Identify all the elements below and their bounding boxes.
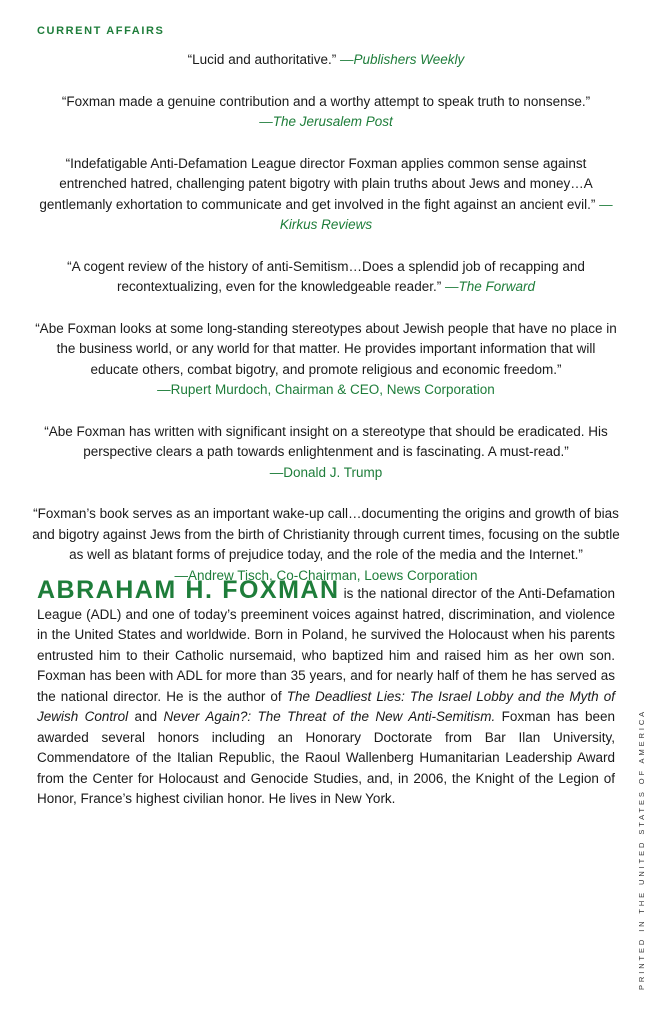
review-source: —Kirkus Reviews bbox=[279, 196, 613, 232]
review-quote: “Lucid and authoritative.” bbox=[187, 52, 341, 67]
review-source: —Publishers Weekly bbox=[340, 52, 465, 67]
category-label: CURRENT AFFAIRS bbox=[37, 25, 165, 37]
book-title: Never Again?: The Threat of the New Anti-Semitism. bbox=[163, 709, 496, 724]
review-blurb bbox=[32, 50, 620, 71]
book-title: The Deadliest Lies: The Israel Lobby and the Myth of Jewish Control bbox=[37, 688, 615, 724]
bio-text: is the national director of the Anti-Defamation League (ADL) and one of today’s preeminent voices against hatred, discrimination, and violence in the United States and worldwide. Born in Poland, he survived the Holocaust when his parents entrusted him to their Catholic nursemaid, who baptized him and raised him as her own son. Foxman has been with ADL for more than 35 years, and for nearly half of them he has served as the national director. He is the author of bbox=[37, 586, 615, 704]
bio-text: and bbox=[128, 709, 164, 724]
review-blurb bbox=[32, 422, 620, 484]
review-blurb bbox=[32, 257, 620, 298]
review-quote: “Foxman made a genuine contribution and a worthy attempt to speak truth to nonsense.” bbox=[61, 93, 591, 109]
bio-text: Foxman has been awarded several honors including an Honorary Doctorate from Bar Ilan University, Commendatore of the Italian Republic, the Raoul Wallenberg Humanitarian Leadership Award from the Center for Holocaust and Genocide Studies, and, in 2006, the Knight of the Legion of Honor, France’s highest civilian honor. He lives in New York. bbox=[37, 709, 615, 806]
printed-in-label: PRINTED IN THE UNITED STATES OF AMERICA bbox=[637, 708, 646, 990]
author-bio bbox=[37, 576, 615, 810]
review-source: —The Jerusalem Post bbox=[259, 114, 393, 129]
review-blurbs bbox=[32, 50, 620, 586]
review-blurb bbox=[32, 319, 620, 401]
review-quote: “Indefatigable Anti-Defamation League director Foxman applies common sense against entrenched hatred, challenging patent bigotry with plain truths about Jews and money…A gentlemanly exhortation to communicate and get involved in the fight against an ancient evil.” bbox=[39, 155, 600, 212]
review-source: —The Forward bbox=[444, 279, 535, 294]
review-source: —Andrew Tisch, Co-Chairman, Loews Corporation bbox=[174, 567, 478, 583]
review-blurb bbox=[32, 504, 620, 586]
review-source: —Donald J. Trump bbox=[269, 464, 383, 480]
review-source: —Rupert Murdoch, Chairman & CEO, News Corporation bbox=[157, 382, 495, 397]
review-blurb bbox=[32, 92, 620, 133]
author-name: ABRAHAM H. FOXMAN bbox=[37, 576, 340, 604]
review-quote: “A cogent review of the history of anti-Semitism…Does a splendid job of recapping and recontextualizing, even for the knowledgeable reader.” bbox=[67, 258, 585, 294]
review-blurb bbox=[32, 154, 620, 236]
review-quote: “Abe Foxman looks at some long-standing stereotypes about Jewish people that have no place in the business world, or any world for that matter. He provides important information that will educate others, combat bigotry, and promote religious and economic freedom.” bbox=[35, 320, 617, 377]
review-quote: “Foxman’s book serves as an important wake-up call…documenting the origins and growth of bias and bigotry against Jews from the birth of Christianity through current times, focusing on the subtle as well as blatant forms of prejudice today, and the role of the media and the Internet.” bbox=[32, 506, 620, 562]
review-quote: “Abe Foxman has written with significant insight on a stereotype that should be eradicated. His perspective clears a path towards enlightenment and is fascinating. A must-read.” bbox=[44, 423, 608, 459]
